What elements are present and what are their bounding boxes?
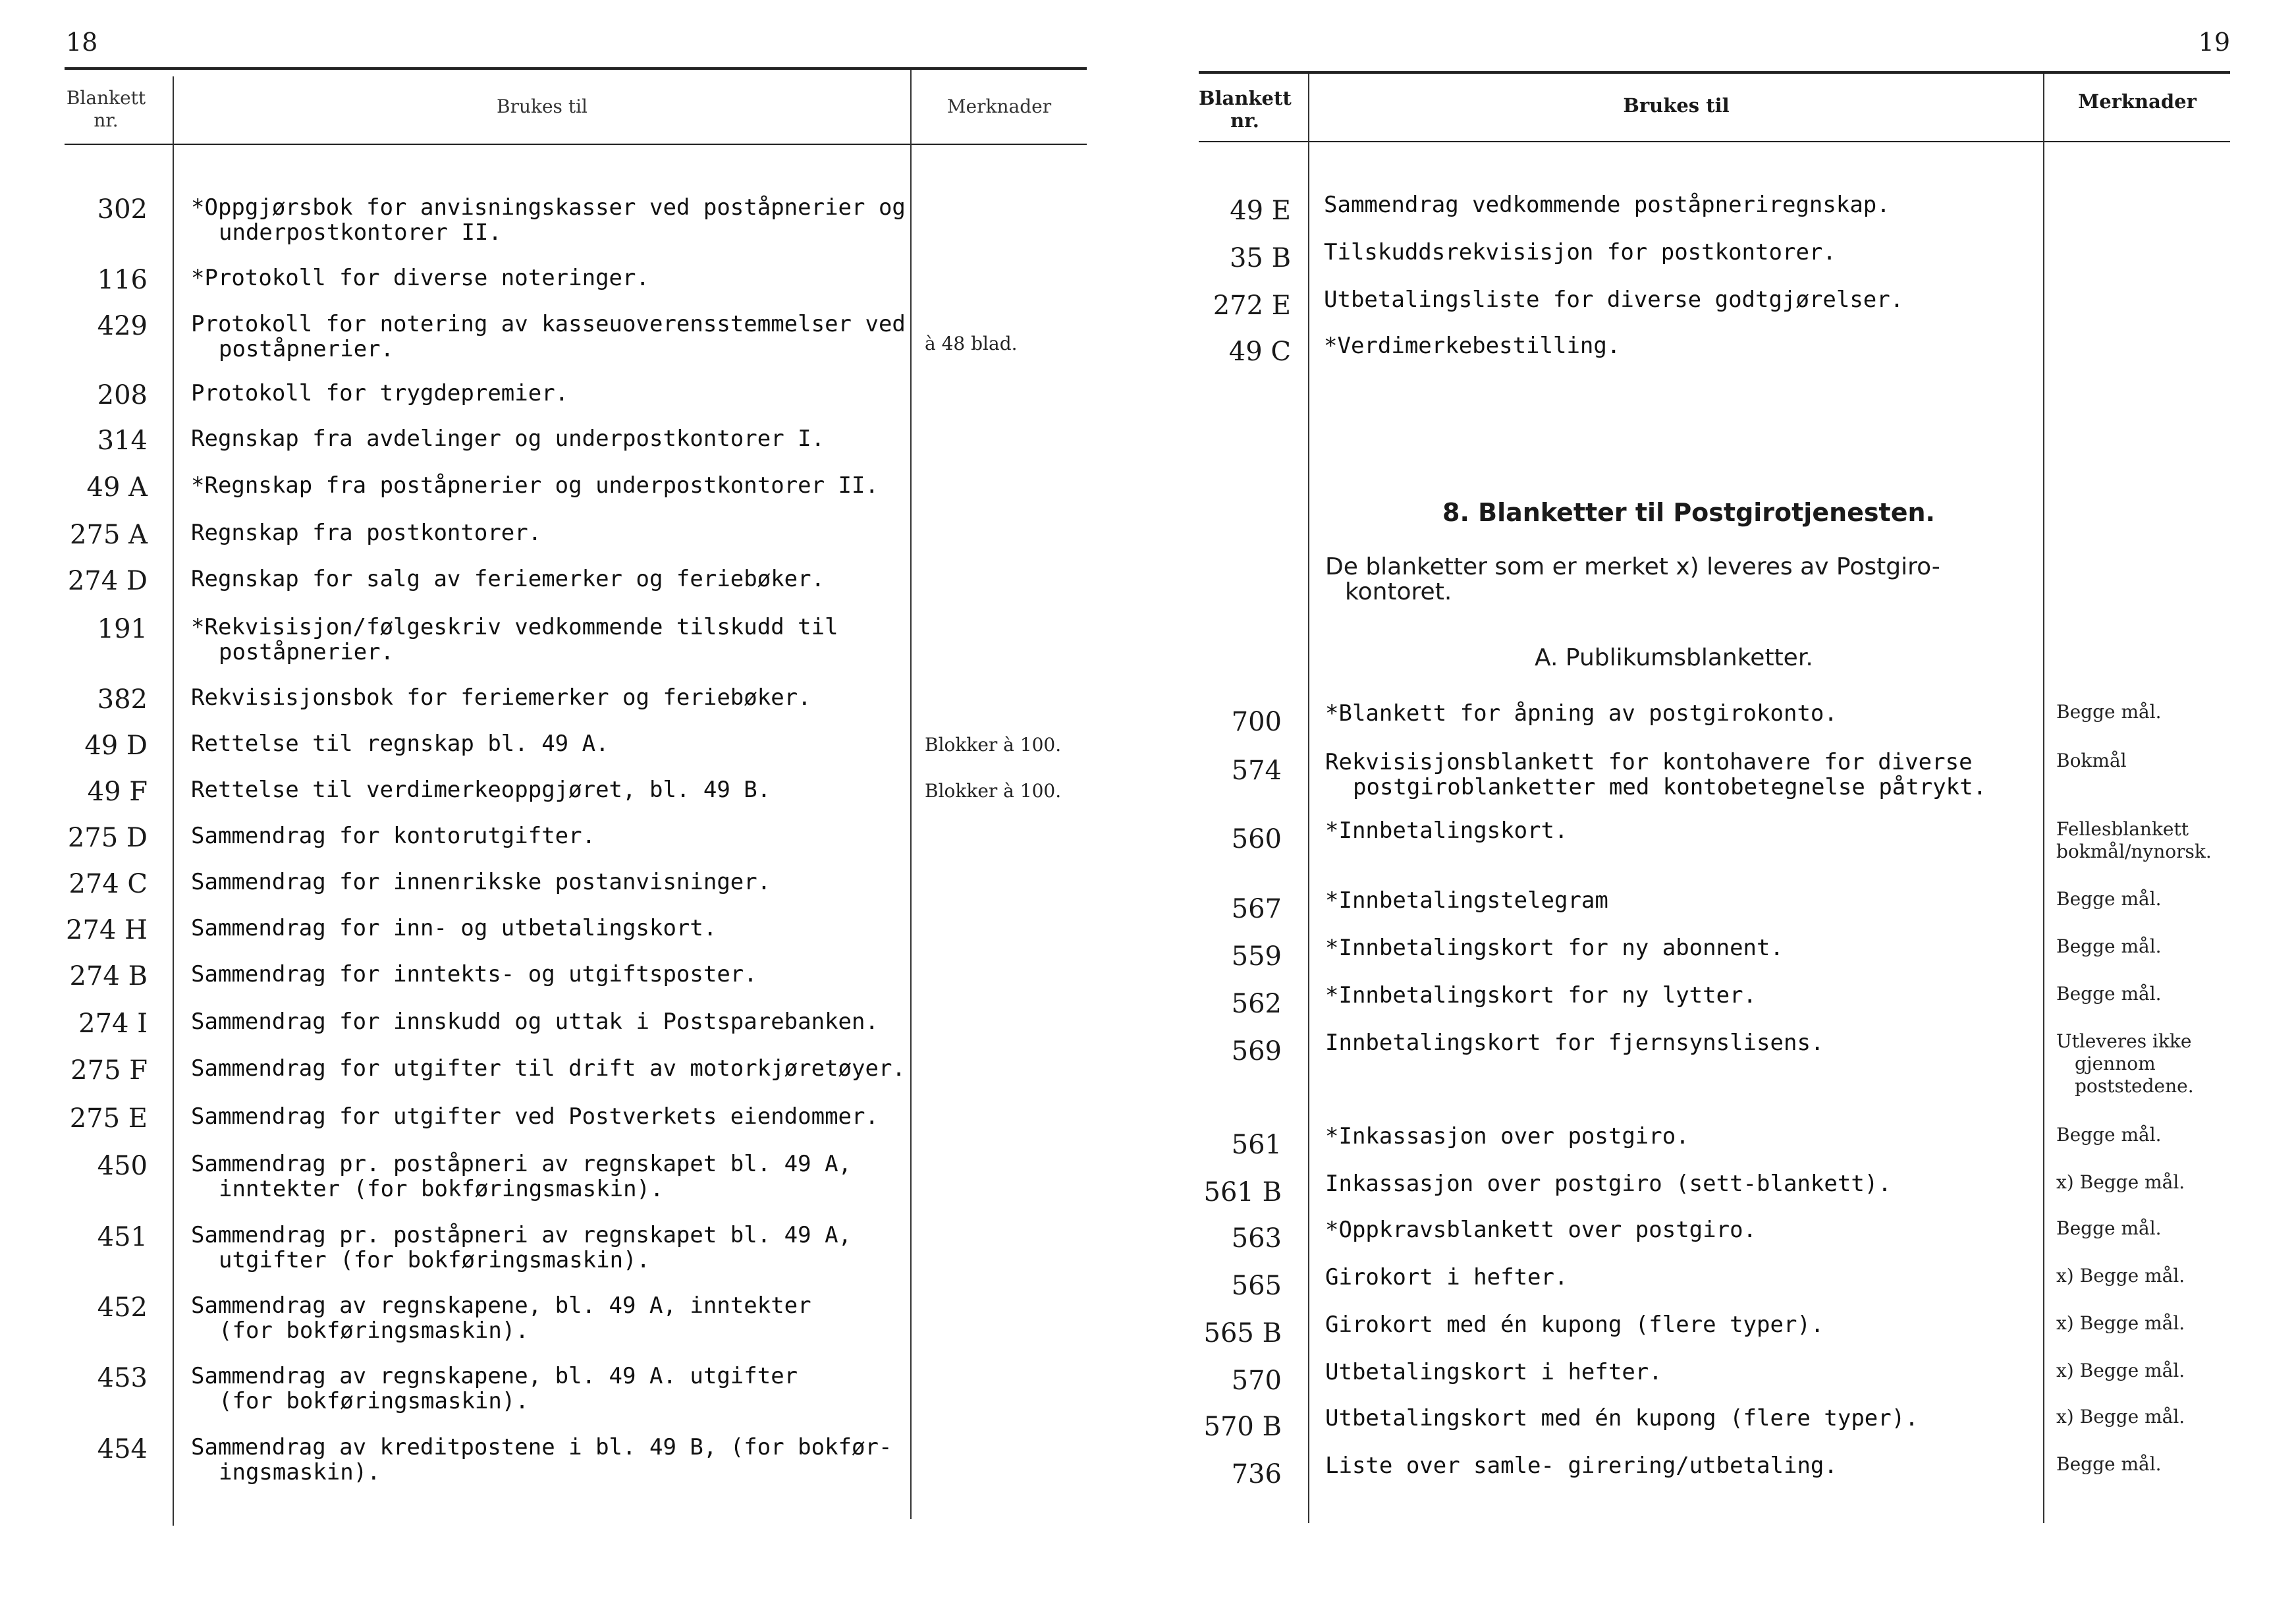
form-number: 208: [97, 380, 148, 410]
section-intro: De blanketter som er merket x) leveres av Postgiro- kontoret.: [1325, 553, 1940, 605]
form-description: Utbetalingsliste for diverse godtgjørelser.: [1324, 287, 1904, 313]
form-number: 49 C: [1228, 337, 1291, 367]
form-description: Sammendrag for utgifter til drift av motorkjøretøyer.: [191, 1055, 906, 1082]
form-number: 274 H: [66, 915, 148, 945]
form-remark: x) Begge mål.: [2056, 1265, 2185, 1287]
form-remark: à 48 blad.: [925, 333, 1018, 354]
form-remark: Blokker à 100.: [925, 780, 1062, 802]
form-description: Rekvisisjonsbok for feriemerker og feriebøker.: [191, 684, 811, 711]
form-description: Sammendrag pr. poståpneri av regnskapet bl. 49 A, inntekter (for bokføringsmaskin).: [191, 1151, 852, 1202]
form-remark: Begge mål.: [2056, 888, 2162, 910]
form-description: *Protokoll for diverse noteringer.: [191, 265, 649, 291]
right-page: [1186, 0, 2296, 1608]
form-number: 382: [97, 684, 148, 715]
form-description: Rekvisisjonsblankett for kontohavere for diverse postgiroblanketter med kontobetegnelse påtrykt.: [1325, 749, 1987, 800]
form-number: 275 E: [69, 1103, 148, 1134]
left-page: [0, 0, 1133, 1608]
form-number: 49 A: [86, 472, 148, 503]
subsection-title: A. Publikumsblanketter.: [1535, 644, 1813, 671]
form-number: 736: [1231, 1459, 1282, 1489]
form-number: 314: [97, 426, 148, 456]
form-description: Protokoll for trygdepremier.: [191, 380, 569, 406]
column-divider: [2043, 74, 2044, 1523]
form-number: 272 E: [1213, 291, 1291, 321]
form-remark: Begge mål.: [2056, 935, 2162, 957]
form-number: 274 D: [67, 566, 148, 596]
header-bottom-rule: [1199, 141, 2230, 142]
form-number: 49 D: [84, 731, 148, 761]
column-header-used-for: Brukes til: [1623, 94, 1730, 117]
form-description: Girokort i hefter.: [1325, 1264, 1568, 1290]
form-number: 561: [1231, 1130, 1282, 1160]
column-divider: [173, 76, 174, 1526]
form-description: *Innbetalingskort.: [1325, 818, 1568, 844]
form-remark: Fellesblankett bokmål/nynorsk.: [2056, 818, 2212, 862]
form-number: 116: [97, 265, 148, 295]
header-top-rule: [65, 67, 1087, 70]
form-remark: Bokmål: [2056, 750, 2127, 771]
form-number: 569: [1231, 1036, 1282, 1067]
form-remark: x) Begge mål.: [2056, 1312, 2185, 1334]
column-header-number: Blankett nr.: [66, 87, 146, 131]
form-number: 565 B: [1203, 1318, 1282, 1348]
form-description: Innbetalingskort for fjernsynslisens.: [1325, 1030, 1824, 1056]
form-number: 562: [1231, 989, 1282, 1019]
form-number: 561 B: [1203, 1177, 1282, 1207]
form-description: *Oppkravsblankett over postgiro.: [1325, 1217, 1757, 1243]
form-description: Sammendrag for innenrikske postanvisninger.: [191, 869, 771, 895]
form-description: *Blankett for åpning av postgirokonto.: [1325, 700, 1838, 727]
form-description: Sammendrag for utgifter ved Postverkets eiendommer.: [191, 1103, 879, 1130]
form-remark: Blokker à 100.: [925, 734, 1062, 756]
form-description: *Rekvisisjon/følgeskriv vedkommende tilskudd til poståpnerier.: [191, 614, 838, 665]
form-description: *Verdimerkebestilling.: [1324, 333, 1621, 359]
form-number: 452: [97, 1292, 148, 1323]
form-remark: Begge mål.: [2056, 1217, 2162, 1239]
form-number: 49 F: [87, 777, 148, 807]
form-description: Regnskap for salg av feriemerker og feriebøker.: [191, 566, 825, 592]
column-header-remarks: Merknader: [2078, 90, 2197, 113]
form-description: *Innbetalingskort for ny abonnent.: [1325, 935, 1784, 961]
form-number: 275 A: [70, 520, 148, 550]
form-description: Rettelse til regnskap bl. 49 A.: [191, 731, 609, 757]
form-number: 453: [97, 1363, 148, 1393]
form-number: 275 D: [67, 823, 148, 853]
form-description: Inkassasjon over postgiro (sett-blankett).: [1325, 1171, 1892, 1197]
form-number: 570 B: [1203, 1412, 1282, 1442]
form-number: 570: [1231, 1366, 1282, 1396]
header-bottom-rule: [65, 144, 1087, 145]
form-number: 275 F: [70, 1055, 148, 1086]
column-divider: [1308, 74, 1309, 1523]
form-description: Tilskuddsrekvisisjon for postkontorer.: [1324, 239, 1836, 265]
form-number: 567: [1231, 894, 1282, 924]
form-number: 191: [97, 614, 148, 644]
form-description: Utbetalingskort med én kupong (flere typer).: [1325, 1405, 1919, 1431]
form-number: 559: [1231, 941, 1282, 972]
page-number: 18: [66, 28, 98, 57]
form-remark: Begge mål.: [2056, 1453, 2162, 1475]
form-description: Regnskap fra avdelinger og underpostkontorer I.: [191, 426, 825, 452]
form-description: Sammendrag for kontorutgifter.: [191, 823, 596, 849]
form-number: 49 E: [1230, 196, 1291, 226]
form-number: 35 B: [1229, 243, 1291, 273]
form-number: 274 B: [69, 961, 148, 991]
form-number: 450: [97, 1151, 148, 1181]
form-number: 302: [97, 194, 148, 225]
form-description: Sammendrag av regnskapene, bl. 49 A. utgifter (for bokføringsmaskin).: [191, 1363, 798, 1414]
form-remark: Begge mål.: [2056, 983, 2162, 1005]
form-remark: x) Begge mål.: [2056, 1406, 2185, 1428]
form-description: Sammendrag for inntekts- og utgiftsposter.: [191, 961, 757, 987]
form-number: 565: [1231, 1271, 1282, 1301]
form-description: Rettelse til verdimerkeoppgjøret, bl. 49 B.: [191, 777, 771, 803]
section-title: 8. Blanketter til Postgirotjenesten.: [1442, 498, 1935, 527]
column-header-used-for: Brukes til: [497, 96, 588, 117]
form-description: *Innbetalingskort for ny lytter.: [1325, 982, 1757, 1009]
form-description: Protokoll for notering av kasseuoverensstemmelser ved poståpnerier.: [191, 311, 906, 362]
form-description: Utbetalingskort i hefter.: [1325, 1359, 1662, 1385]
form-number: 429: [97, 311, 148, 341]
form-description: Sammendrag pr. poståpneri av regnskapet bl. 49 A, utgifter (for bokføringsmaskin).: [191, 1222, 852, 1273]
page-number: 19: [2198, 28, 2230, 57]
form-remark: x) Begge mål.: [2056, 1171, 2185, 1193]
form-description: Sammendrag av kreditpostene i bl. 49 B, (for bokfør- ingsmaskin).: [191, 1434, 892, 1485]
header-top-rule: [1199, 71, 2230, 74]
form-description: *Inkassasjon over postgiro.: [1325, 1123, 1689, 1150]
form-remark: Utleveres ikke gjennom poststedene.: [2056, 1030, 2194, 1097]
form-number: 274 C: [68, 869, 148, 899]
form-number: 454: [97, 1434, 148, 1464]
form-description: Liste over samle- girering/utbetaling.: [1325, 1453, 1838, 1479]
form-remark: Begge mål.: [2056, 701, 2162, 723]
form-number: 274 I: [78, 1009, 148, 1039]
form-description: Sammendrag vedkommende poståpneriregnskap.: [1324, 192, 1890, 218]
form-number: 563: [1231, 1223, 1282, 1254]
form-number: 700: [1231, 707, 1282, 737]
form-description: Sammendrag for innskudd og uttak i Postsparebanken.: [191, 1009, 879, 1035]
column-header-number: Blankett nr.: [1199, 87, 1292, 132]
form-description: Sammendrag for inn- og utbetalingskort.: [191, 915, 717, 941]
form-remark: x) Begge mål.: [2056, 1360, 2185, 1381]
column-header-remarks: Merknader: [946, 96, 1052, 117]
column-divider: [910, 70, 912, 1519]
form-description: *Innbetalingstelegram: [1325, 887, 1608, 914]
form-description: *Oppgjørsbok for anvisningskasser ved poståpnerier og underpostkontorer II.: [191, 194, 906, 246]
form-description: Regnskap fra postkontorer.: [191, 520, 542, 546]
form-remark: Begge mål.: [2056, 1124, 2162, 1146]
form-number: 574: [1231, 756, 1282, 786]
form-number: 451: [97, 1222, 148, 1252]
form-description: Girokort med én kupong (flere typer).: [1325, 1312, 1824, 1338]
form-description: Sammendrag av regnskapene, bl. 49 A, inntekter (for bokføringsmaskin).: [191, 1292, 811, 1344]
form-number: 560: [1231, 824, 1282, 854]
form-description: *Regnskap fra poståpnerier og underpostkontorer II.: [191, 472, 879, 499]
